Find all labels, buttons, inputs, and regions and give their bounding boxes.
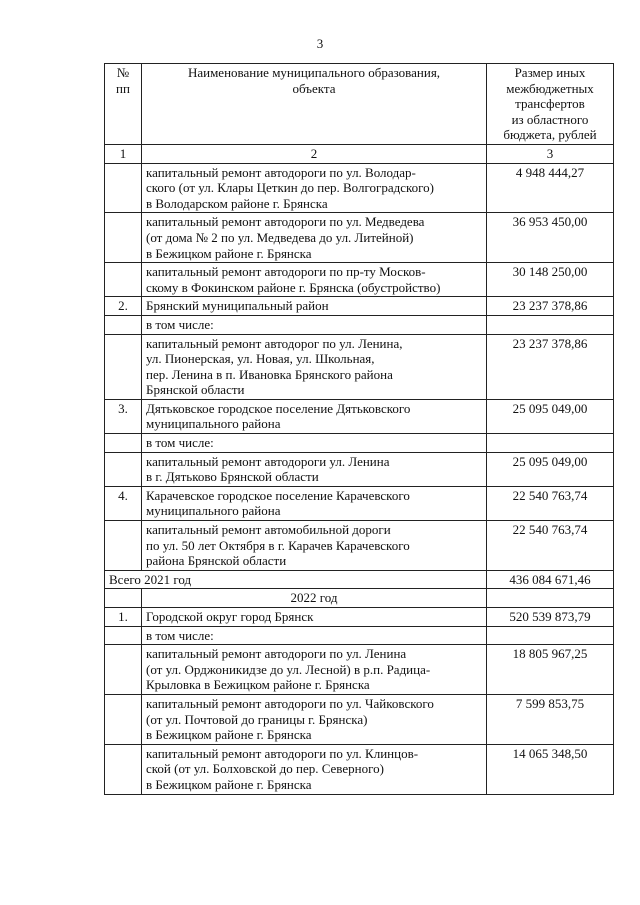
row-name [142,163,487,213]
row-name [142,694,487,744]
table-row [105,486,614,520]
column-index-row [105,144,614,163]
row-amount [487,626,614,645]
header-amount [487,64,614,145]
total-amount: 436 084 671,46 [487,570,614,589]
year-label: 2022 год [142,589,487,608]
row-number [105,334,142,399]
row-amount: 25 095 049,00 [487,452,614,486]
row-amount: 23 237 378,86 [487,334,614,399]
col-index-2: 2 [142,144,487,163]
col-index-3: 3 [487,144,614,163]
table-header-row [105,64,614,145]
text-line: капитальный ремонт автодороги по ул. Медведева [146,214,425,230]
text-line: в Володарском районе г. Брянска [146,195,328,211]
row-amount: 4 948 444,27 [487,163,614,213]
text-line: из областного [511,111,589,127]
row-number [105,744,142,794]
row-amount: 520 539 873,79 [487,608,614,627]
row-number: 4. [105,486,142,520]
text-line: капитальный ремонт автодороги по ул. Чайковского [146,695,434,711]
row-amount: 14 065 348,50 [487,744,614,794]
text-line: муниципального района [146,416,281,432]
header-name [142,64,487,145]
text-line: в Бежицком районе г. Брянска [146,245,312,261]
text-line: капитальный ремонт автодороги по ул. Клинцов- [146,745,419,761]
text-line: в том числе: [146,316,214,332]
row-name [142,486,487,520]
text-line: (от дома № 2 по ул. Медведева до ул. Литейной) [146,229,414,245]
text-line: (от ул. Орджоникидзе до ул. Лесной) в р.п. Радица- [146,661,431,677]
table-row [105,626,614,645]
text-line: ской (от ул. Болховской до пер. Северного) [146,761,384,777]
text-line: (от ул. Почтовой до границы г. Брянска) [146,711,368,727]
year-spacer [487,589,614,608]
row-number: 2. [105,297,142,316]
text-line: в том числе: [146,627,214,643]
table-row [105,608,614,627]
text-line: капитальный ремонт автодорог по ул. Ленина, [146,335,403,351]
row-name [142,744,487,794]
year-row [105,589,614,608]
row-number [105,694,142,744]
table-row [105,452,614,486]
text-line: по ул. 50 лет Октября в г. Карачев Карачевского [146,537,410,553]
year-spacer [105,589,142,608]
text-line: района Брянской области [146,553,287,569]
text-line: объекта [292,80,336,96]
row-amount: 23 237 378,86 [487,297,614,316]
text-line: в том числе: [146,435,214,451]
row-amount: 18 805 967,25 [487,645,614,695]
table-row [105,434,614,453]
text-line: межбюджетных [506,80,594,96]
row-number [105,521,142,571]
table-row [105,213,614,263]
text-line: № [116,65,130,80]
row-amount: 22 540 763,74 [487,521,614,571]
col-index-1: 1 [105,144,142,163]
text-line: в Бежицком районе г. Брянска [146,727,312,743]
text-line: пп [116,80,130,96]
row-amount: 7 599 853,75 [487,694,614,744]
row-number [105,645,142,695]
table-row [105,521,614,571]
row-name [142,452,487,486]
table-row [105,334,614,399]
page-number: 3 [316,36,324,51]
row-number [105,213,142,263]
row-name [142,315,487,334]
row-number [105,315,142,334]
transfers-table [104,63,614,795]
text-line: в г. Дятьково Брянской области [146,469,319,485]
table-row [105,694,614,744]
text-line: Карачевское городское поселение Карачевского [146,487,410,503]
table-body [105,163,614,794]
text-line: скому в Фокинском районе г. Брянска (обустройство) [146,279,441,295]
row-name [142,608,487,627]
text-line: капитальный ремонт автодороги по пр-ту Москов- [146,264,426,280]
text-line: Брянский муниципальный район [146,298,329,314]
row-number [105,626,142,645]
text-line: ского (от ул. Клары Цеткин до пер. Волгоградского) [146,180,434,196]
table-row [105,263,614,297]
row-number: 1. [105,608,142,627]
text-line: пер. Ленина в п. Ивановка Брянского района [146,366,393,382]
row-number [105,452,142,486]
text-line: ул. Пионерская, ул. Новая, ул. Школьная, [146,351,375,367]
row-amount: 30 148 250,00 [487,263,614,297]
table-row [105,163,614,213]
row-amount [487,315,614,334]
row-number [105,434,142,453]
row-amount: 22 540 763,74 [487,486,614,520]
header-number [105,64,142,145]
text-line: трансфертов [515,96,585,112]
text-line: бюджета, рублей [503,127,597,143]
text-line: капитальный ремонт автодороги по ул. Володар- [146,164,416,180]
row-number [105,263,142,297]
table-row [105,399,614,433]
total-row [105,570,614,589]
row-name [142,434,487,453]
row-amount [487,434,614,453]
row-name [142,263,487,297]
row-name [142,645,487,695]
table-row [105,315,614,334]
text-line: капитальный ремонт автодороги ул. Ленина [146,453,390,469]
row-name [142,297,487,316]
text-line: Крыловка в Бежицком районе г. Брянска [146,677,370,693]
row-name [142,626,487,645]
table-row [105,297,614,316]
text-line: Размер иных [514,65,586,80]
text-line: капитальный ремонт автодороги по ул. Ленина [146,646,407,662]
row-name [142,399,487,433]
table-row [105,645,614,695]
row-amount: 25 095 049,00 [487,399,614,433]
total-label: Всего 2021 год [105,570,487,589]
row-amount: 36 953 450,00 [487,213,614,263]
row-name [142,213,487,263]
text-line: Наименование муниципального образования, [187,65,441,80]
row-number: 3. [105,399,142,433]
row-name [142,334,487,399]
text-line: Городской округ город Брянск [146,609,314,624]
text-line: капитальный ремонт автомобильной дороги [146,522,391,538]
row-number [105,163,142,213]
text-line: Брянской области [146,382,245,398]
text-line: муниципального района [146,503,281,519]
text-line: в Бежицком районе г. Брянска [146,776,312,792]
text-line: Дятьковское городское поселение Дятьковского [146,400,411,416]
row-name [142,521,487,571]
table-row [105,744,614,794]
